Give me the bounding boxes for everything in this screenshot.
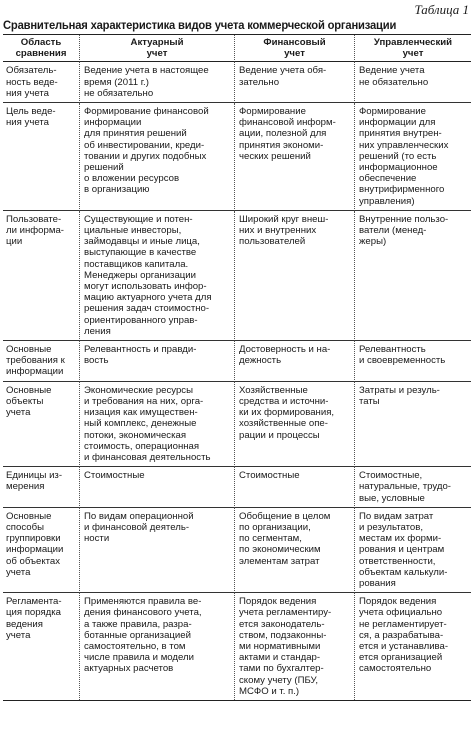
table-row xyxy=(3,508,471,593)
header-financial: Финансовый учет xyxy=(234,35,354,62)
table-cell: Порядок ведения учета официально не регламентирует- ся, а разрабатыва- ется и устанавлива- ется организацией самостоятельно xyxy=(354,593,471,700)
row-label: Цель веде- ния учета xyxy=(3,103,79,211)
table-cell: По видам операционной и финансовой деятель- ности xyxy=(79,508,234,593)
table-cell: Достоверность и на- дежность xyxy=(234,341,354,382)
table-cell: Ведение учета обя- зательно xyxy=(234,62,354,103)
table-cell: Формирование информации для принятия внутрен- них управленческих решений (то есть информационное обеспечение внутрифирменного управления) xyxy=(354,103,471,211)
table-row xyxy=(3,341,471,382)
comparison-table xyxy=(3,34,471,701)
header-area: Область сравнения xyxy=(3,35,79,62)
header-managerial: Управленческий учет xyxy=(354,35,471,62)
table-row xyxy=(3,382,471,467)
table-cell: Хозяйственные средства и источни- ки их формирования, хозяйственные опе- рации и процессы xyxy=(234,382,354,467)
table-cell: Релевантность и правди- вость xyxy=(79,341,234,382)
table-cell: Экономические ресурсы и требования на них, орга- низация как имуществен- ный комплекс, денежные потоки, экономическая стоимость, операционная и финансовая деятельность xyxy=(79,382,234,467)
table-cell: Формирование финансовой информации для принятия решений об инвестировании, креди- товании и других подобных решений о вложении ресурсов в организацию xyxy=(79,103,234,211)
table-cell: Обобщение в целом по организации, по сегментам, по экономическим элементам затрат xyxy=(234,508,354,593)
row-label: Регламента- ция порядка ведения учета xyxy=(6,596,62,641)
table-row xyxy=(3,467,471,508)
table-cell: Порядок ведения учета регламентиру- ется законодатель- ством, подзаконны- ми нормативными актами и стандар- тами по бухгалтер- скому учету (ПБУ, МСФО и т. п.) xyxy=(234,593,354,700)
table-cell: Ведение учета в настоящее время (2011 г.) не обязательно xyxy=(79,62,234,103)
table-cell: Внутренние пользо- ватели (менед- жеры) xyxy=(354,211,471,341)
header-actuarial: Актуарный учет xyxy=(79,35,234,62)
row-label: Основные требования к информации xyxy=(3,341,79,382)
header-row xyxy=(3,35,471,62)
table-caption: Таблица 1 xyxy=(414,2,469,17)
table-cell: Стоимостные, натуральные, трудо- вые, условные xyxy=(354,467,471,508)
table-title: Сравнительная характеристика видов учета коммерческой организации xyxy=(3,18,397,32)
table-cell: Релевантность и своевременность xyxy=(354,341,471,382)
table-cell: Существующие и потен- циальные инвесторы, займодавцы и иные лица, выступающие в качестве поставщиков капитала. Менеджеры организации могут использовать инфор- мацию актуарного учета для решения задач стоимостно- ориентированного управ- ления xyxy=(79,211,234,341)
table-cell: Стоимостные xyxy=(79,467,234,508)
table-cell: По видам затрат и результатов, местам их форми- рования и центрам ответственности, объектам калькули- рования xyxy=(354,508,471,593)
table-cell: Формирование финансовой информ- ации, полезной для принятия экономи- ческих решений xyxy=(234,103,354,211)
table-row xyxy=(3,103,471,211)
table-row xyxy=(3,593,471,700)
table-cell: Применяются правила ве- дения финансового учета, а также правила, разра- ботанные организацией самостоятельно, в том числе правила и модели актуарных расчетов xyxy=(79,593,234,700)
table-row xyxy=(3,62,471,103)
table-cell: Ведение учета не обязательно xyxy=(354,62,471,103)
table-row xyxy=(3,211,471,341)
row-label: Основные объекты учета xyxy=(3,382,79,467)
table-cell: Затраты и резуль- таты xyxy=(354,382,471,467)
row-label: Обязатель- ность веде- ния учета xyxy=(3,62,79,103)
table-cell: Широкий круг внеш- них и внутренних пользователей xyxy=(234,211,354,341)
row-label: Пользовате- ли информа- ции xyxy=(3,211,79,341)
row-label: Единицы из- мерения xyxy=(3,467,79,508)
row-label: Основные способы группировки информации об объектах учета xyxy=(3,508,79,593)
table-cell: Стоимостные xyxy=(234,467,354,508)
